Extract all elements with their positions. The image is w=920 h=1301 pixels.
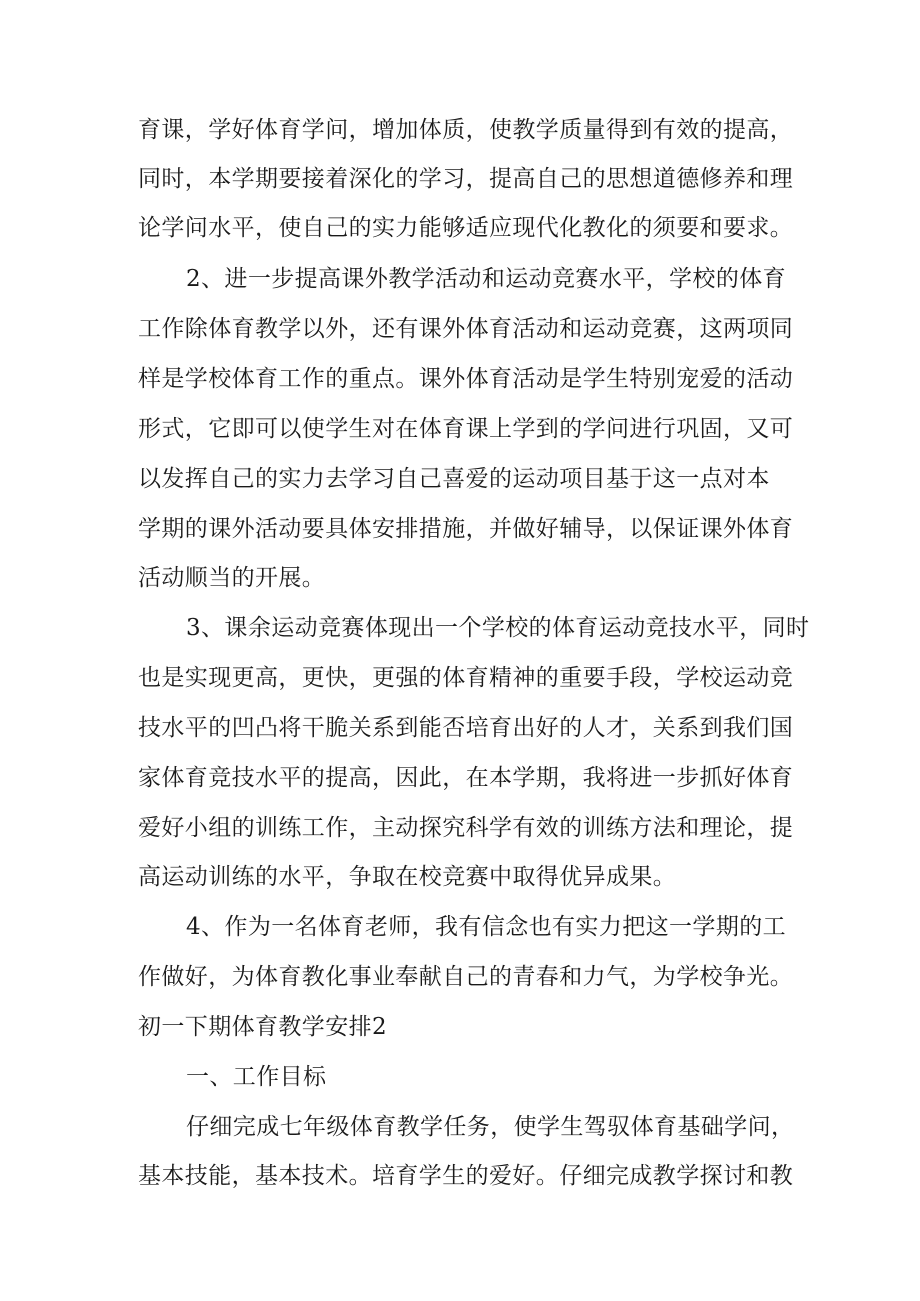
text-line: 形式，它即可以使学生对在体育课上学到的学问进行巩固，又可 — [138, 416, 794, 442]
text-line: 育课，学好体育学问，增加体质，使教学质量得到有效的提高， — [138, 117, 794, 143]
text-line: 样是学校体育工作的重点。课外体育活动是学生特别宠爱的活动 — [138, 366, 794, 392]
text-line: 工作除体育教学以外，还有课外体育活动和运动竞赛，这两项同 — [138, 316, 794, 342]
text-line: 家体育竞技水平的提高，因此，在本学期，我将进一步抓好体育 — [138, 765, 794, 791]
text-line: 爱好小组的训练工作，主动探究科学有效的训练方法和理论，提 — [138, 815, 794, 841]
text-line: 高运动训练的水平，争取在校竞赛中取得优异成果。 — [138, 864, 677, 890]
text-line: 学期的课外活动要具体安排措施，并做好辅导，以保证课外体育 — [138, 516, 794, 542]
text-line: 同时，本学期要接着深化的学习，提高自己的思想道德修养和理 — [138, 166, 794, 192]
text-line: 技水平的凹凸将干脆关系到能否培育出好的人才，关系到我们国 — [138, 715, 794, 741]
paragraph-5-start: 仔细完成七年级体育教学任务，使学生驾驭体育基础学问， — [186, 1114, 795, 1140]
text-line: 也是实现更高，更快，更强的体育精神的重要手段，学校运动竞 — [138, 665, 794, 691]
section-title: 初一下期体育教学安排2 — [138, 1014, 388, 1040]
paragraph-3-start: 3、课余运动竞赛体现出一个学校的体育运动竞技水平，同时 — [186, 615, 810, 641]
text-line: 以发挥自己的实力去学习自己喜爱的运动项目基于这一点对本 — [138, 466, 770, 492]
paragraph-4-start: 4、作为一名体育老师，我有信念也有实力把这一学期的工 — [186, 914, 787, 940]
paragraph-2-start: 2、进一步提高课外教学活动和运动竞赛水平，学校的体育 — [186, 266, 787, 292]
text-line: 基本技能，基本技术。培育学生的爱好。仔细完成教学探讨和教 — [138, 1163, 794, 1189]
text-line: 活动顺当的开展。 — [138, 565, 326, 591]
section-heading: 一、工作目标 — [186, 1064, 327, 1090]
text-line: 论学问水平，使自己的实力能够适应现代化教化的须要和要求。 — [138, 215, 794, 241]
text-line: 作做好，为体育教化事业奉献自己的青春和力气，为学校争光。 — [138, 964, 794, 990]
